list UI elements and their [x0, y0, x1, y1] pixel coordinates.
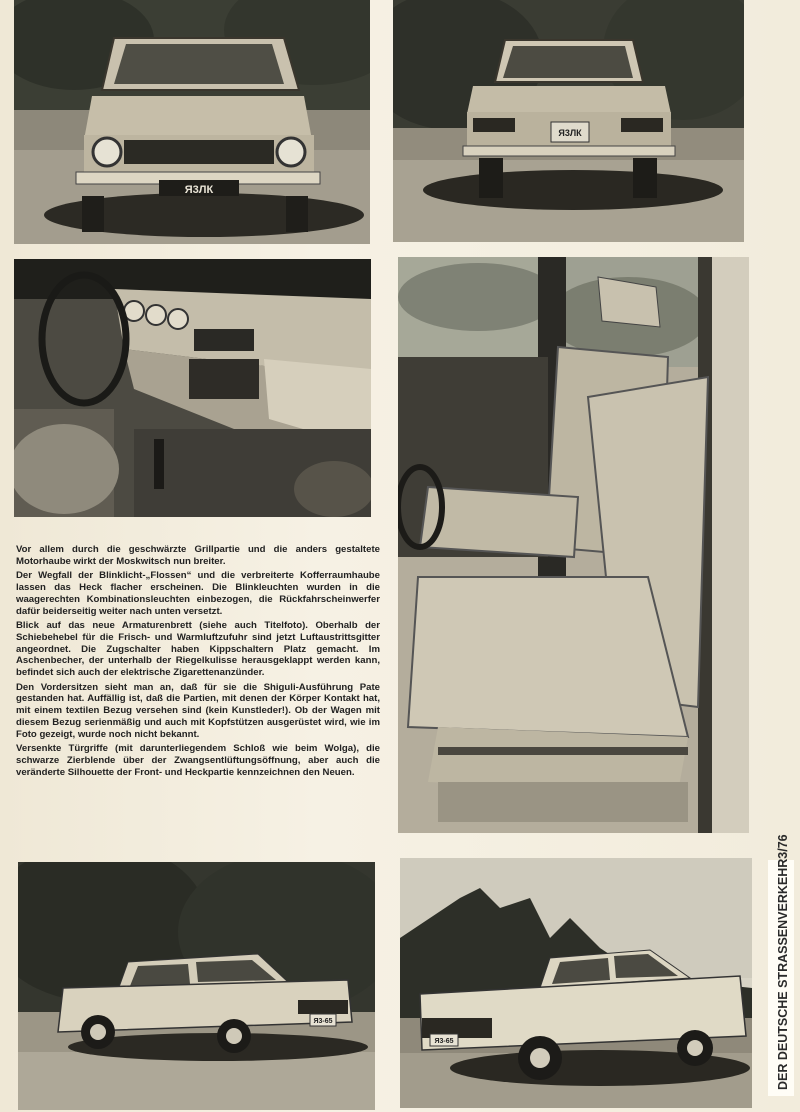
issue-number: 3/76	[776, 834, 790, 859]
side-right-plate: Я3-65	[434, 1038, 454, 1045]
photo-dashboard	[14, 259, 371, 517]
front-plate: Я3ЛК	[184, 184, 214, 196]
rear-plate: Я3ЛК	[558, 128, 582, 138]
publication-sidebar	[768, 834, 794, 1096]
photo-car-front	[14, 0, 370, 244]
side-left-plate: Я3-65	[313, 1018, 333, 1025]
caption-paragraph: Blick auf das neue Armaturenbrett (siehe auch Titelfoto). Oberhalb der Schiebehebel für die Frisch- und Warmluftzufuhr sind jetzt Luftaustrittsgitter angeordnet. Die Zugschalter haben Kippschaltern Platz gemacht. Im Aschenbecher, der unterhalb der Riegelkulisse herausgeklappt werden kann, befindet sich auch der elektrische Zigarettenanzünder.	[16, 620, 380, 679]
photo-front-seats	[398, 257, 749, 833]
caption-paragraph: Vor allem durch die geschwärzte Grillpartie und die anders gestaltete Motorhaube wirkt der Moskwitsch nun breiter.	[16, 544, 380, 567]
photo-car-side-left	[18, 862, 375, 1110]
sidebar-text	[770, 834, 796, 1096]
photo-car-rear	[393, 0, 744, 242]
photo-car-side-right	[400, 858, 752, 1108]
caption-paragraph: Den Vordersitzen sieht man an, daß für sie die Shiguli-Ausführung Pate gestanden hat. Auffällig ist, daß die Partien, mit denen der Körper Kontakt hat, mit einem textilen Bezug versehen sind (kein Kunstleder!). Ob der Wagen mit diesem Bezug serienmäßig und auch mit Kopfstützen ausgerüstet wird, wie im Foto gezeigt, wurde noch nicht bekannt.	[16, 681, 380, 740]
publication-name: DER DEUTSCHE STRASSENVERKEHR	[776, 858, 790, 1090]
caption-text	[16, 544, 380, 781]
caption-paragraph: Der Wegfall der Blinklicht-„Flossen“ und die verbreiterte Kofferraumhaube lassen das Heck flacher erscheinen. Die Blinkleuchten wurden in die waagerechten Kombinationsleuchten einbezogen, die Rückfahrscheinwerfer dafür beiderseitig weiter nach unten versetzt.	[16, 570, 380, 617]
caption-paragraph: Versenkte Türgriffe (mit darunterliegendem Schloß wie beim Wolga), die schwarze Zierblende über der Zwangsentlüftungsöffnung, aber auch die veränderte Silhouette der Front- und Heckpartie kennzeichnen den Neuen.	[16, 743, 380, 778]
